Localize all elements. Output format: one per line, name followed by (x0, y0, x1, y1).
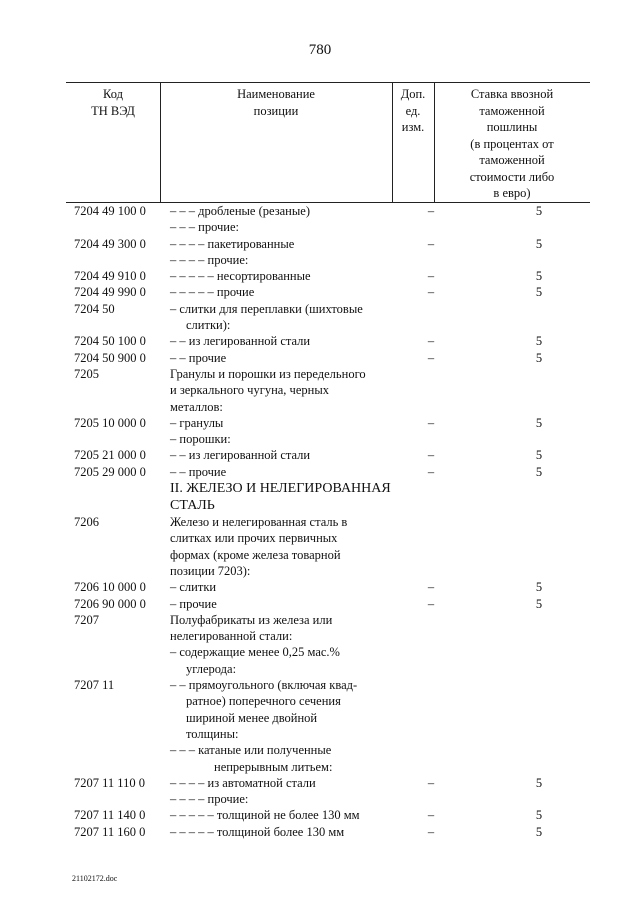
position-name-line: Гранулы и порошки из передельного (170, 366, 366, 381)
header-line: Ставка ввозной (470, 87, 554, 101)
tnved-code: 7204 49 910 0 (74, 269, 146, 284)
position-name (169, 431, 392, 447)
position-name-line: – слитки (170, 580, 217, 595)
tnved-code (0, 791, 169, 807)
position-name-line: – – прочие (170, 350, 227, 365)
position-name-line: – слитки для переплавки (шихтовые (170, 301, 363, 316)
duty-rate: 5 (535, 285, 543, 300)
position-name-line: – – прочие (170, 464, 227, 479)
duty-rate: 5 (535, 350, 543, 365)
position-name-line: – прочие (170, 596, 217, 611)
position-name (169, 644, 392, 677)
tnved-code: 7207 (74, 612, 99, 627)
duty-rate: 5 (535, 448, 543, 463)
position-name-line: непрерывным литьем: (214, 759, 333, 774)
tnved-code: 7206 (74, 515, 99, 530)
position-name (169, 596, 392, 612)
table-row (0, 596, 640, 612)
additional-unit (392, 301, 470, 334)
duty-rate: 5 (535, 236, 543, 251)
tnved-code: 7204 50 (74, 301, 115, 316)
table-row (0, 333, 640, 349)
position-name-line: толщины: (186, 726, 239, 741)
additional-unit (392, 514, 470, 579)
header-line: Код (103, 87, 123, 101)
tnved-code (0, 742, 169, 775)
tnved-code: 7206 90 000 0 (74, 596, 146, 611)
table-row (0, 301, 640, 334)
position-name (169, 464, 392, 480)
position-name-line: позиции 7203): (170, 563, 251, 578)
position-name (169, 333, 392, 349)
position-name (169, 824, 392, 840)
position-name-line: – – – катаные или полученные (170, 743, 332, 758)
position-name (169, 350, 392, 366)
position-name-line: – содержащие менее 0,25 мас.% (170, 645, 340, 660)
tnved-code (0, 644, 169, 677)
position-name (169, 415, 392, 431)
position-name (169, 203, 392, 219)
position-name-line: Полуфабрикаты из железа или (170, 612, 333, 627)
additional-unit: – (427, 334, 435, 349)
additional-unit: – (427, 464, 435, 479)
additional-unit (392, 644, 470, 677)
header-code (66, 86, 160, 119)
additional-unit: – (427, 448, 435, 463)
header-line: таможенной (479, 153, 545, 167)
position-name (169, 579, 392, 595)
position-name-line: – – – дробленые (резаные) (170, 204, 310, 218)
duty-rate (470, 791, 608, 807)
position-name (169, 514, 392, 579)
position-name-line: формах (кроме железа товарной (170, 547, 341, 562)
position-name (169, 612, 392, 645)
duty-rate (470, 612, 608, 645)
position-name-line: СТАЛЬ (170, 498, 215, 514)
additional-unit: – (427, 350, 435, 365)
table-row (0, 366, 640, 415)
additional-unit: – (427, 236, 435, 251)
position-name-line: – – из легированной стали (170, 448, 311, 463)
header-line: изм. (401, 120, 425, 134)
tnved-code (0, 219, 169, 235)
tnved-code: 7204 49 300 0 (74, 236, 146, 251)
duty-rate (470, 252, 608, 268)
table-row (0, 431, 640, 447)
duty-rate: 5 (535, 464, 543, 479)
header-line: ТН ВЭД (91, 103, 135, 118)
table-row (0, 824, 640, 840)
header-rate (434, 86, 590, 202)
header-line: (в процентах от (470, 136, 554, 151)
table-row (0, 252, 640, 268)
tnved-code (0, 252, 169, 268)
position-name (169, 301, 392, 334)
duty-rate (470, 480, 608, 514)
additional-unit (392, 366, 470, 415)
position-name (169, 677, 392, 742)
position-name (169, 366, 392, 415)
footer-filename: 21102172.doc (72, 874, 118, 883)
position-name-line: II. ЖЕЛЕЗО И НЕЛЕГИРОВАННАЯ (170, 481, 391, 497)
additional-unit: – (427, 808, 435, 823)
table-row (0, 415, 640, 431)
position-name (169, 480, 392, 514)
table-row (0, 612, 640, 645)
position-name (169, 807, 392, 823)
position-name-line: – – – – – толщиной не более 130 мм (170, 808, 360, 823)
tnved-code: 7204 49 990 0 (74, 285, 146, 300)
header-line: позиции (253, 103, 299, 118)
tnved-code: 7205 21 000 0 (74, 448, 146, 463)
position-name-line: – – – – – толщиной более 130 мм (170, 824, 345, 839)
page-number: 780 (308, 42, 332, 58)
header-unit (392, 86, 434, 136)
additional-unit (392, 431, 470, 447)
header-name (160, 86, 392, 119)
header-line: таможенной (479, 103, 545, 118)
position-name-line: – – прямоугольного (включая квад- (170, 678, 358, 693)
position-name-line: – – – прочие: (170, 220, 239, 235)
tnved-code: 7205 10 000 0 (74, 415, 146, 430)
header-line: Доп. (400, 87, 426, 101)
tnved-code: 7207 11 140 0 (74, 808, 146, 823)
table-row (0, 514, 640, 579)
additional-unit (392, 612, 470, 645)
header-line: пошлины (486, 120, 538, 134)
table-row (0, 742, 640, 775)
tnved-code (0, 431, 169, 447)
table-row (0, 775, 640, 791)
table-row (0, 447, 640, 463)
position-name-line: слитках или прочих первичных (170, 531, 338, 546)
duty-rate (470, 742, 608, 775)
duty-rate: 5 (535, 824, 543, 839)
position-name-line: углерода: (186, 661, 237, 676)
header-line: ед. (405, 103, 421, 118)
table-row (0, 644, 640, 677)
position-name-line: – – – – – несортированные (170, 269, 311, 284)
position-name-line: – – из легированной стали (170, 334, 311, 349)
position-name-line: Железо и нелегированная сталь в (170, 515, 348, 530)
additional-unit (392, 480, 470, 514)
position-name-line: слитки): (186, 318, 231, 333)
duty-rate: 5 (535, 204, 543, 218)
table-row (0, 480, 640, 514)
tnved-code: 7204 50 100 0 (74, 334, 146, 349)
position-name-line: – порошки: (170, 432, 231, 447)
header-line: в евро) (493, 186, 531, 200)
duty-rate (470, 366, 608, 415)
position-name-line: – – – – прочие: (170, 252, 249, 267)
position-name-line: – гранулы (170, 415, 224, 430)
duty-rate (470, 677, 608, 742)
position-name (169, 742, 392, 775)
duty-rate: 5 (535, 269, 543, 284)
additional-unit: – (427, 415, 435, 430)
table-row (0, 807, 640, 823)
duty-rate (470, 431, 608, 447)
position-name-line: ратное) поперечного сечения (186, 694, 341, 709)
position-name-line: шириной менее двойной (186, 710, 318, 725)
duty-rate (470, 644, 608, 677)
table-row (0, 579, 640, 595)
header-line: Наименование (237, 87, 315, 101)
additional-unit: – (427, 204, 435, 218)
tnved-code: 7206 10 000 0 (74, 580, 146, 595)
position-name (169, 252, 392, 268)
additional-unit (392, 252, 470, 268)
table-row (0, 791, 640, 807)
additional-unit: – (427, 775, 435, 790)
tnved-code: 7207 11 (74, 678, 115, 693)
duty-rate: 5 (535, 808, 543, 823)
duty-rate: 5 (535, 775, 543, 790)
table-row (0, 268, 640, 284)
duty-rate (470, 219, 608, 235)
tnved-code: 7204 49 100 0 (74, 204, 146, 218)
tnved-code: 7207 11 110 0 (74, 775, 145, 790)
duty-rate: 5 (535, 334, 543, 349)
tnved-code (0, 480, 169, 514)
tnved-code: 7205 (74, 366, 99, 381)
additional-unit (392, 219, 470, 235)
header-line: стоимости либо (469, 169, 555, 184)
position-name (169, 236, 392, 252)
position-name (169, 268, 392, 284)
tnved-code: 7205 29 000 0 (74, 464, 146, 479)
table-row (0, 464, 640, 480)
position-name-line: нелегированной стали: (170, 629, 293, 644)
position-name (169, 447, 392, 463)
table-row (0, 219, 640, 235)
additional-unit: – (427, 269, 435, 284)
tnved-code: 7207 11 160 0 (74, 824, 146, 839)
table-row (0, 284, 640, 300)
position-name-line: и зеркального чугуна, черных (170, 383, 329, 398)
position-name-line: – – – – – прочие (170, 285, 255, 300)
table-row (0, 203, 640, 219)
position-name (169, 791, 392, 807)
position-name-line: металлов: (170, 399, 223, 414)
duty-rate: 5 (535, 415, 543, 430)
table-row (0, 350, 640, 366)
table-top-rule (66, 82, 590, 83)
additional-unit: – (427, 596, 435, 611)
table-row (0, 677, 640, 742)
duty-rate: 5 (535, 580, 543, 595)
additional-unit (392, 742, 470, 775)
position-name (169, 775, 392, 791)
position-name-line: – – – – прочие: (170, 792, 249, 807)
duty-rate (470, 301, 608, 334)
additional-unit (392, 791, 470, 807)
tnved-code: 7204 50 900 0 (74, 350, 146, 365)
position-name-line: – – – – из автоматной стали (170, 775, 316, 790)
additional-unit: – (427, 285, 435, 300)
tariff-table-body (0, 203, 640, 840)
additional-unit: – (427, 580, 435, 595)
table-row (0, 236, 640, 252)
additional-unit: – (427, 824, 435, 839)
position-name-line: – – – – пакетированные (170, 236, 295, 251)
duty-rate (470, 514, 608, 579)
position-name (169, 284, 392, 300)
additional-unit (392, 677, 470, 742)
position-name (169, 219, 392, 235)
duty-rate: 5 (535, 596, 543, 611)
